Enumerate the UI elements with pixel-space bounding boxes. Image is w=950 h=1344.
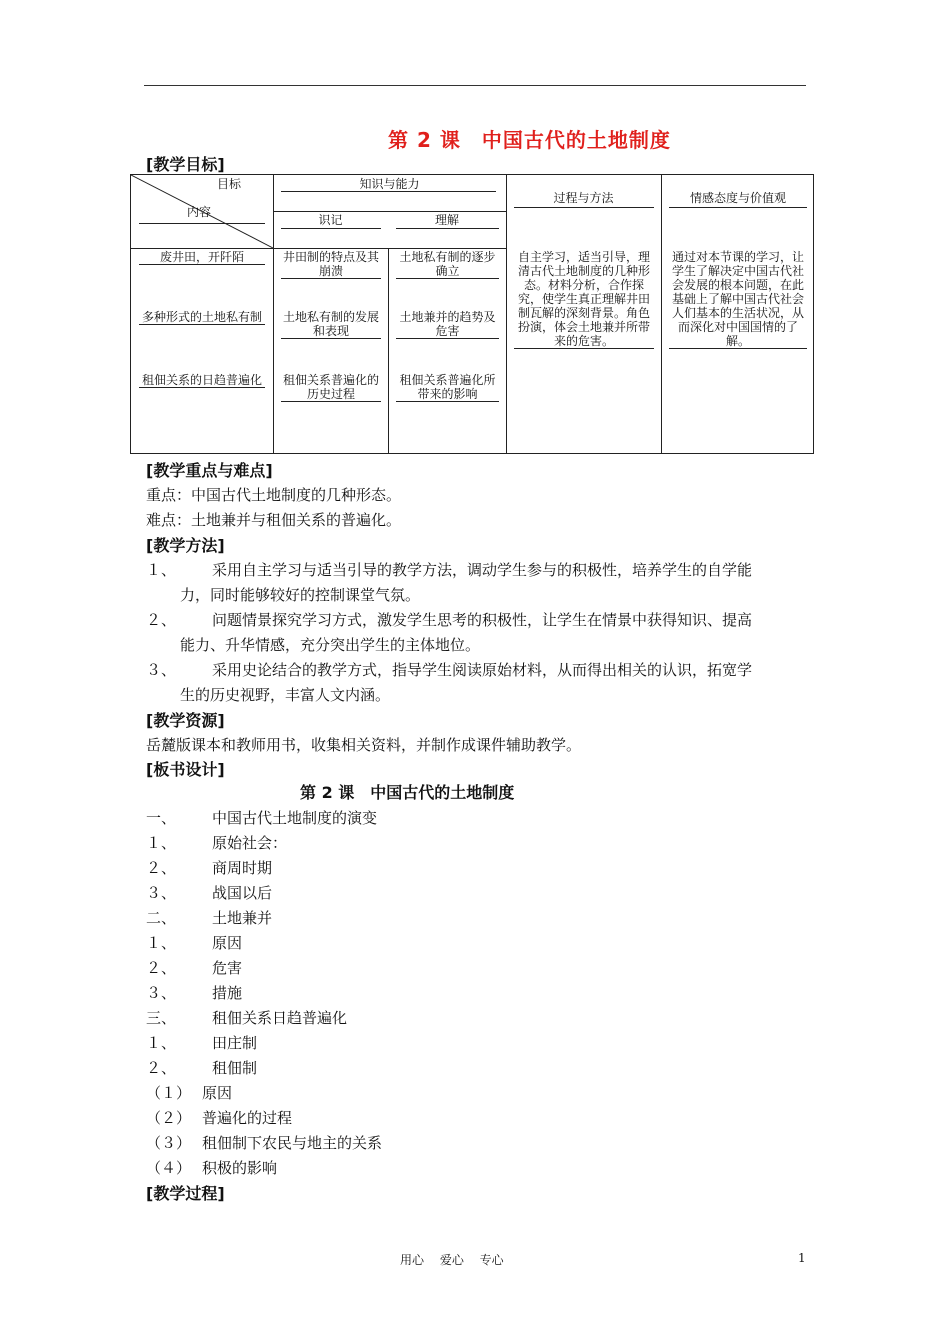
outline-num: ２、 (146, 1059, 177, 1077)
header-knowledge: 知识与能力 (359, 177, 420, 191)
outline-text: 原因 (212, 934, 243, 952)
outline-num: （２） (146, 1109, 192, 1127)
outline-num: １、 (146, 1034, 177, 1052)
header-content: 内容 (187, 205, 212, 219)
keypoint-key: 重点：中国古代土地制度的几种形态。 (146, 486, 402, 504)
header-attitude: 情感态度与价值观 (689, 191, 786, 205)
outline-text: 商周时期 (212, 859, 273, 877)
header-rule (144, 85, 806, 86)
row3-content: 租佃关系的日趋普遍化 (139, 373, 265, 388)
header-understand: 理解 (434, 213, 459, 227)
outline-num: （１） (146, 1084, 192, 1102)
outline-text: 土地兼并 (212, 909, 273, 927)
row2-understand: 土地兼并的趋势及危害 (396, 310, 499, 339)
method-num: ２、 (146, 611, 177, 629)
outline-text: 田庄制 (212, 1034, 258, 1052)
section-goals: [教学目标] (146, 155, 225, 174)
outline-text: 战国以后 (212, 884, 273, 902)
header-process-method: 过程与方法 (553, 191, 614, 205)
row2-recall: 土地私有制的发展和表现 (282, 310, 379, 338)
header-target: 目标 (217, 177, 242, 191)
section-resources: [教学资源] (146, 711, 225, 730)
section-keypoints: [教学重点与难点] (146, 461, 273, 480)
outline-num: 一、 (146, 809, 177, 827)
outline-num: （４） (146, 1159, 192, 1177)
keypoint-difficult: 难点：土地兼并与租佃关系的普遍化。 (146, 511, 402, 529)
outline-text: 积极的影响 (202, 1159, 278, 1177)
outline-text: 危害 (212, 959, 243, 977)
row1-understand: 土地私有制的逐步确立 (396, 250, 499, 279)
board-title: 第 2 课 中国古代的土地制度 (300, 783, 515, 802)
attitude-text: 通过对本节课的学习，让学生了解决定中国古代社会发展的根本问题，在此基础上了解中国古代社会人们基本的生活状况，从而深化对中国国情的了解。 (669, 250, 807, 349)
outline-num: １、 (146, 934, 177, 952)
method-text: 采用自主学习与适当引导的教学方法，调动学生参与的积极性，培养学生的自学能 (212, 561, 753, 579)
method-num: ３、 (146, 661, 177, 679)
page-number: 1 (798, 1251, 806, 1265)
method-text: 生的历史视野，丰富人文内涵。 (180, 686, 391, 704)
footer-motto: 用心 爱心 专心 (400, 1253, 504, 1267)
outline-text: 租佃制下农民与地主的关系 (202, 1134, 383, 1152)
outline-num: ２、 (146, 859, 177, 877)
row1-recall: 井田制的特点及其崩溃 (282, 250, 379, 278)
process-method-text: 自主学习，适当引导，理清古代土地制度的几种形态。材料分析，合作探究，使学生真正理解井田制瓦解的深刻背景。角色扮演，体会土地兼并所带来的危害。 (514, 250, 654, 349)
outline-num: ３、 (146, 984, 177, 1002)
outline-num: （３） (146, 1134, 192, 1152)
method-text: 能力、升华情感，充分突出学生的主体地位。 (180, 636, 481, 654)
outline-text: 中国古代土地制度的演变 (212, 809, 378, 827)
outline-text: 原始社会： (212, 834, 288, 852)
resources-text: 岳麓版课本和教师用书，收集相关资料，并制作成课件辅助教学。 (146, 736, 582, 754)
method-text: 问题情景探究学习方式，激发学生思考的积极性，让学生在情景中获得知识、提高 (212, 611, 753, 629)
outline-text: 普遍化的过程 (202, 1109, 293, 1127)
outline-text: 租佃制 (212, 1059, 258, 1077)
row3-recall: 租佃关系普遍化的历史过程 (282, 373, 379, 401)
section-board: [板书设计] (146, 760, 225, 779)
outline-text: 租佃关系日趋普遍化 (212, 1009, 348, 1027)
objectives-table (130, 174, 814, 454)
row2-content: 多种形式的土地私有制 (139, 310, 265, 325)
outline-text: 措施 (212, 984, 243, 1002)
outline-num: 二、 (146, 909, 177, 927)
row1-content: 废井田，开阡陌 (139, 250, 265, 265)
page-title: 第 2 课 中国古代的土地制度 (388, 128, 671, 152)
outline-num: ３、 (146, 884, 177, 902)
row3-understand: 租佃关系普遍化所带来的影响 (396, 373, 499, 402)
outline-num: 三、 (146, 1009, 177, 1027)
method-text: 力，同时能够较好的控制课堂气氛。 (180, 586, 421, 604)
method-num: １、 (146, 561, 177, 579)
header-recall: 识记 (318, 213, 343, 227)
outline-text: 原因 (202, 1084, 233, 1102)
method-text: 采用史论结合的教学方式，指导学生阅读原始材料，从而得出相关的认识，拓宽学 (212, 661, 753, 679)
outline-num: ２、 (146, 959, 177, 977)
section-methods: [教学方法] (146, 536, 225, 555)
section-process: [教学过程] (146, 1184, 225, 1203)
outline-num: １、 (146, 834, 177, 852)
